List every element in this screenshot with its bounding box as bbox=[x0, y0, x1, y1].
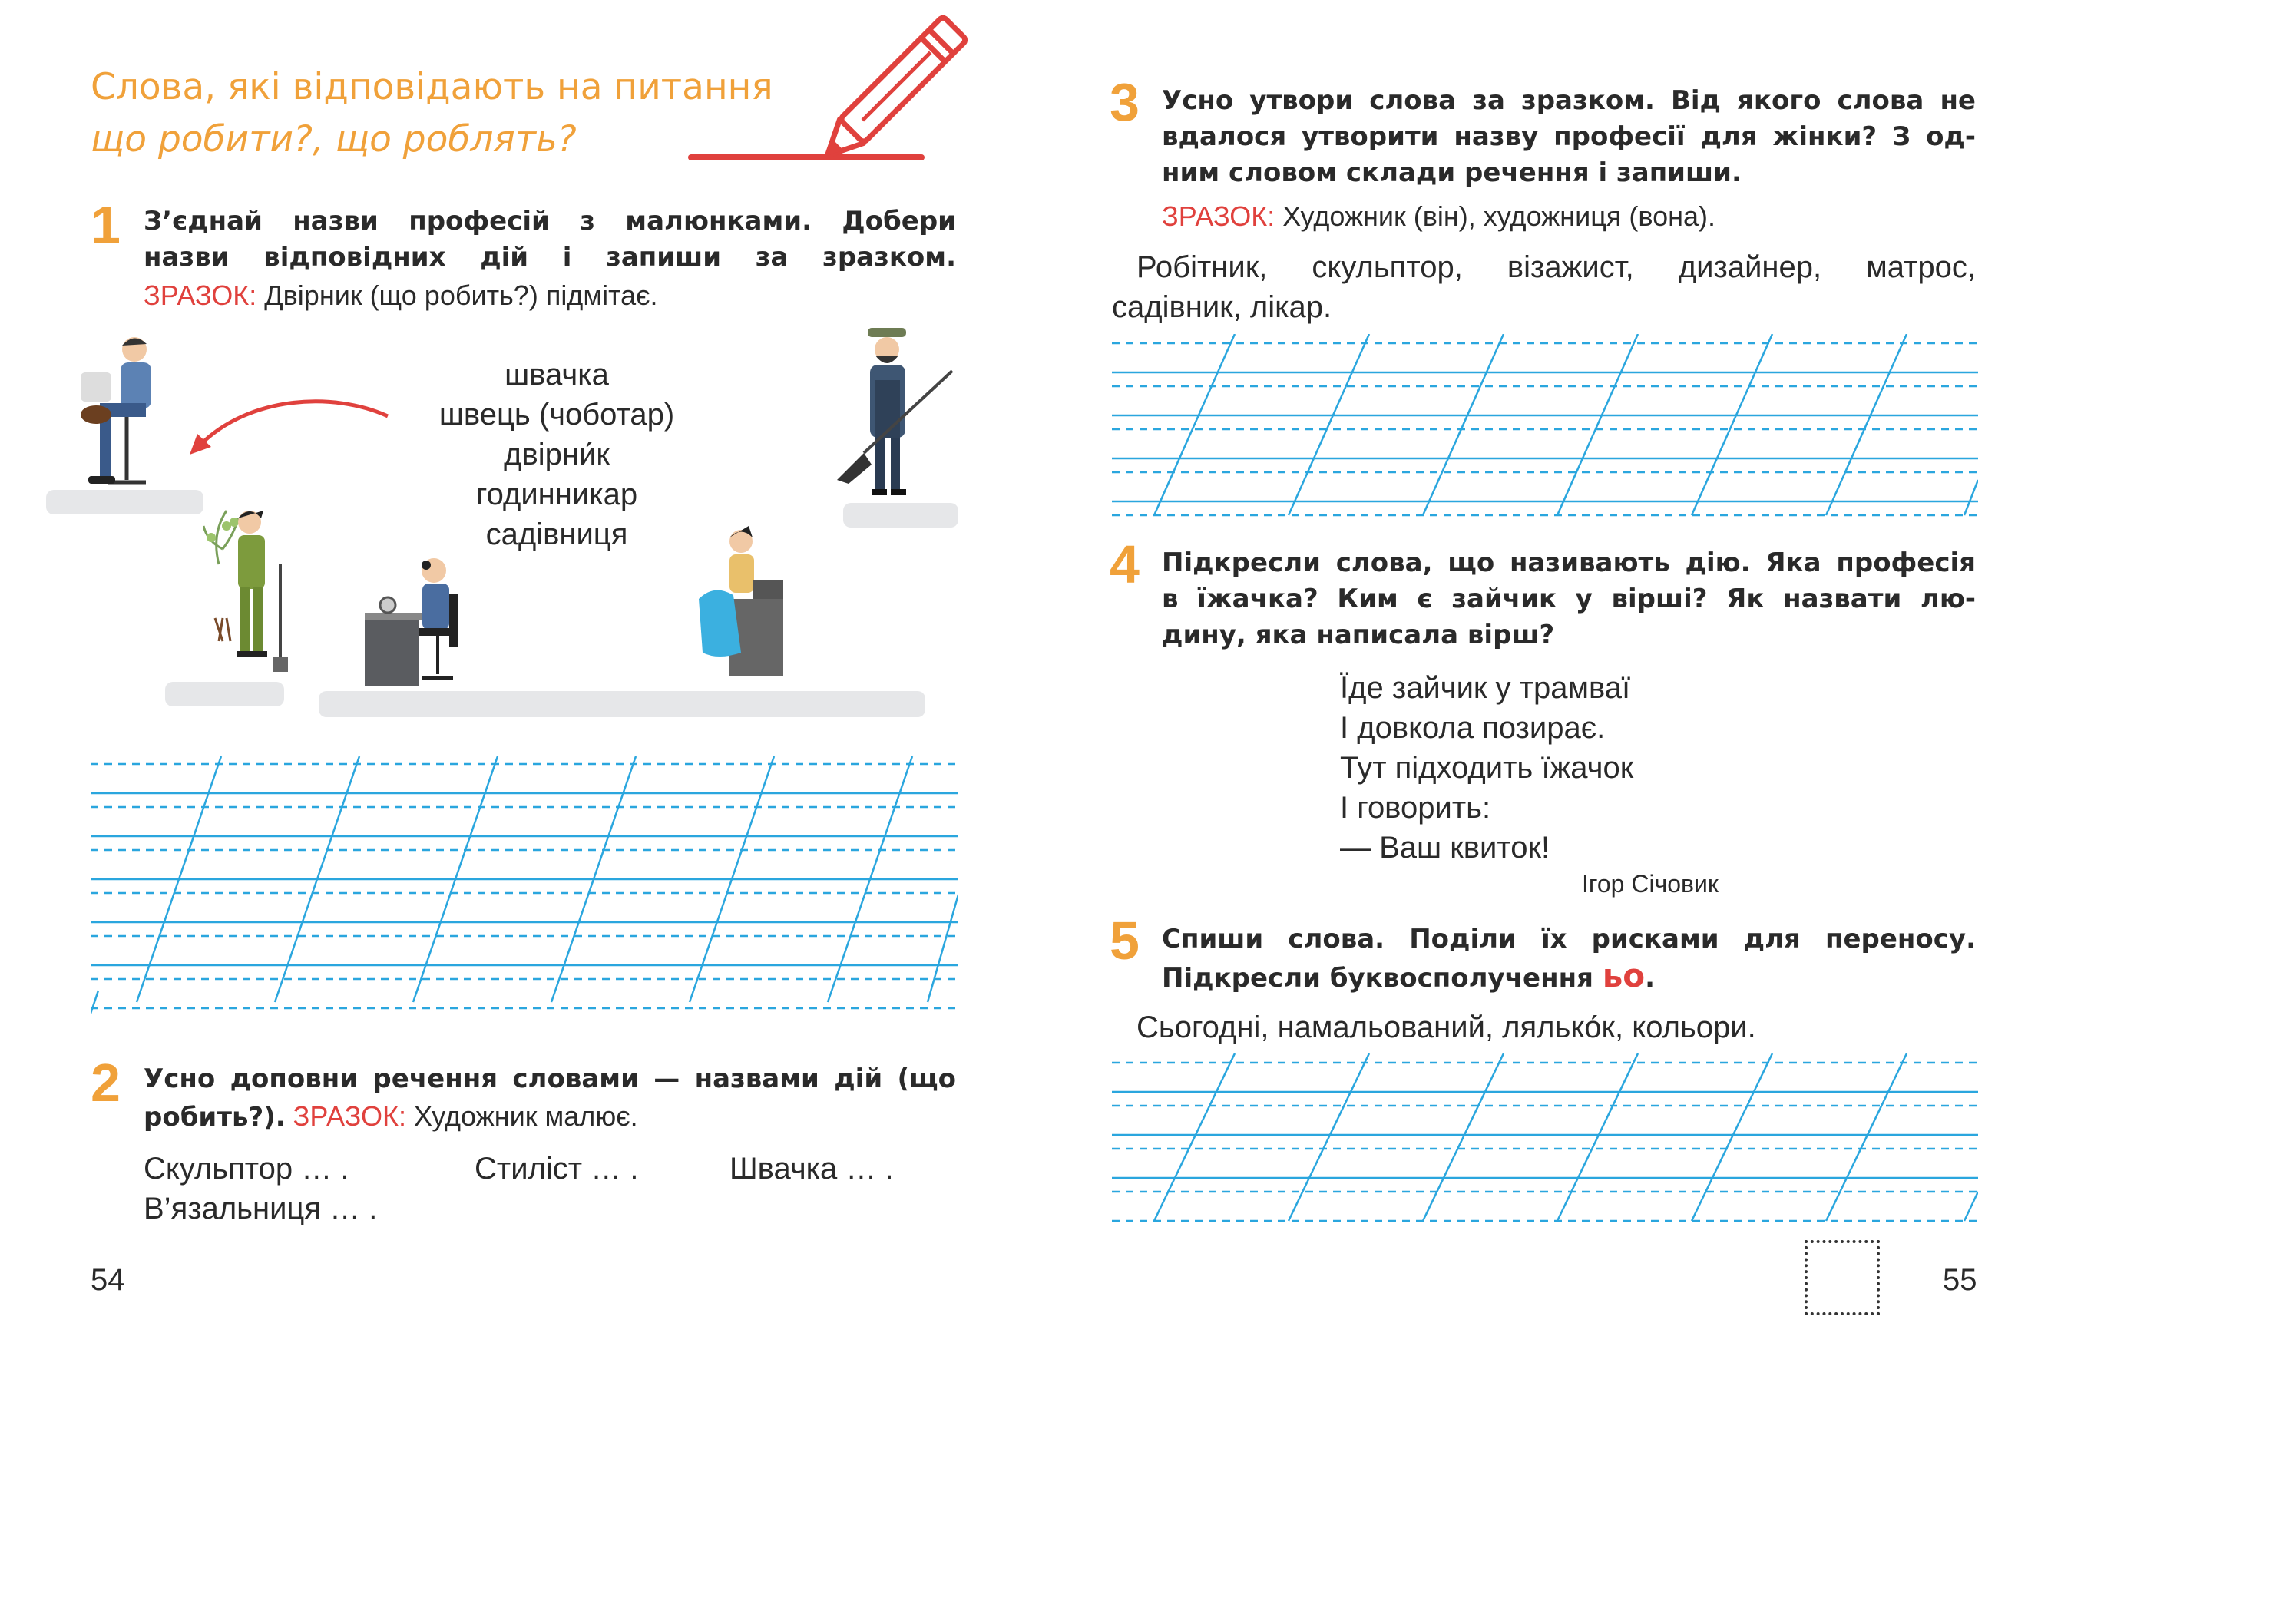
sample-text: Художник малює. bbox=[413, 1100, 638, 1132]
self-check-box[interactable] bbox=[1805, 1240, 1880, 1315]
writing-area[interactable] bbox=[1112, 334, 1978, 522]
task5-line2-row bbox=[1162, 958, 1655, 997]
word-item[interactable]: швачка bbox=[505, 358, 609, 392]
task5-number: 5 bbox=[1110, 911, 1140, 971]
task3-line2: вдалося утворити назву професії для жінки? З од- bbox=[1162, 121, 1976, 152]
task2-line1: Усно доповни речення словами — назвами дій (що bbox=[144, 1063, 956, 1094]
task3-words-line1: Робітник, скульптор, візажист, дизайнер, матрос, bbox=[1136, 250, 1976, 284]
task5-line2: Підкресли буквосполучення bbox=[1162, 963, 1593, 994]
highlight-letters: ьо bbox=[1602, 957, 1646, 994]
task5-line1: Спиши слова. Поділи їх рисками для переносу. bbox=[1162, 924, 1976, 954]
profession-word-list bbox=[415, 355, 699, 554]
watchmaker-figure[interactable] bbox=[365, 551, 480, 690]
gardener-figure[interactable] bbox=[203, 503, 303, 687]
task3-words-line2: садівник, лікар. bbox=[1112, 290, 1332, 324]
poem-line: Тут підходить їжачок bbox=[1340, 751, 1634, 785]
platform bbox=[46, 490, 203, 514]
task2-line2: робить?). bbox=[144, 1102, 286, 1133]
page-number: 54 bbox=[91, 1263, 125, 1297]
sample-text: Художник (він), художниця (вона). bbox=[1282, 200, 1715, 232]
task4-line1: Підкресли слова, що називають дію. Яка професія bbox=[1162, 547, 1976, 578]
task3-text bbox=[1162, 83, 1976, 191]
task3-line1: Усно утвори слова за зразком. Від якого слова не bbox=[1162, 85, 1976, 116]
task1-number: 1 bbox=[91, 195, 121, 255]
shoemaker-figure[interactable] bbox=[73, 330, 188, 491]
page-title bbox=[91, 61, 782, 166]
task2-sentence: Скульптор … . bbox=[144, 1152, 349, 1186]
task5-text bbox=[1162, 921, 1976, 958]
task3-number: 3 bbox=[1110, 72, 1140, 132]
poem-line: І довкола позирає. bbox=[1340, 711, 1606, 745]
pencil-icon bbox=[683, 12, 975, 165]
word-item[interactable]: швець (чоботар) bbox=[438, 398, 675, 432]
task2-text bbox=[144, 1061, 956, 1097]
task1-line1: З’єднай назви професій з малюнками. Добери bbox=[144, 206, 956, 236]
connect-arrow bbox=[180, 384, 395, 461]
poem-line: Їде зайчик у трамваї bbox=[1340, 671, 1631, 705]
word-item[interactable]: годинникар bbox=[475, 478, 638, 511]
sample-label: ЗРАЗОК: bbox=[293, 1100, 406, 1132]
poem-line: І говорить: bbox=[1340, 791, 1491, 825]
task2-line2-row bbox=[144, 1098, 638, 1136]
title-line1: Слова, які відповідають на питання bbox=[91, 66, 773, 108]
platform bbox=[319, 691, 925, 717]
task5-line2-end: . bbox=[1645, 963, 1656, 994]
task4-line2: в їжачка? Ким є зайчик у вірші? Як назвати лю- bbox=[1162, 584, 1976, 614]
seamstress-figure[interactable] bbox=[695, 522, 795, 691]
sample-label: ЗРАЗОК: bbox=[144, 279, 257, 311]
title-line2: що робити?, що роблять? bbox=[91, 118, 577, 160]
poem-author: Ігор Січовик bbox=[1582, 870, 1719, 898]
task5-words: Сьогодні, намальований, лялько́к, кольори. bbox=[1136, 1010, 1756, 1044]
task3-sample bbox=[1162, 197, 1715, 236]
writing-area[interactable] bbox=[1112, 1053, 1978, 1234]
task4-line3: дину, яка написала вірш? bbox=[1162, 620, 1555, 650]
task2-sentence: Стиліст … . bbox=[475, 1152, 639, 1186]
task2-number: 2 bbox=[91, 1053, 121, 1113]
task4-number: 4 bbox=[1110, 534, 1140, 594]
sample-label: ЗРАЗОК: bbox=[1162, 200, 1275, 232]
writing-area[interactable] bbox=[91, 756, 958, 1021]
task1-line2: назви відповідних дій і запиши за зразком. bbox=[144, 242, 956, 273]
poem-line: — Ваш квиток! bbox=[1340, 831, 1550, 865]
task2-sentence: Швачка … . bbox=[729, 1152, 894, 1186]
poem bbox=[1340, 668, 1633, 868]
task2-sentence: В’язальниця … . bbox=[144, 1192, 378, 1225]
janitor-figure[interactable] bbox=[833, 326, 956, 507]
task3-words bbox=[1112, 247, 1976, 327]
task1-text bbox=[144, 203, 956, 276]
task4-text bbox=[1162, 545, 1976, 653]
task3-line3: ним словом склади речення і запиши. bbox=[1162, 157, 1742, 188]
word-item[interactable]: садівниця bbox=[485, 518, 628, 551]
page-number: 55 bbox=[1943, 1263, 1977, 1297]
word-item[interactable]: двірни́к bbox=[504, 438, 610, 471]
sample-text: Двірник (що робить?) підмітає. bbox=[264, 279, 658, 311]
task1-sample bbox=[144, 276, 658, 315]
